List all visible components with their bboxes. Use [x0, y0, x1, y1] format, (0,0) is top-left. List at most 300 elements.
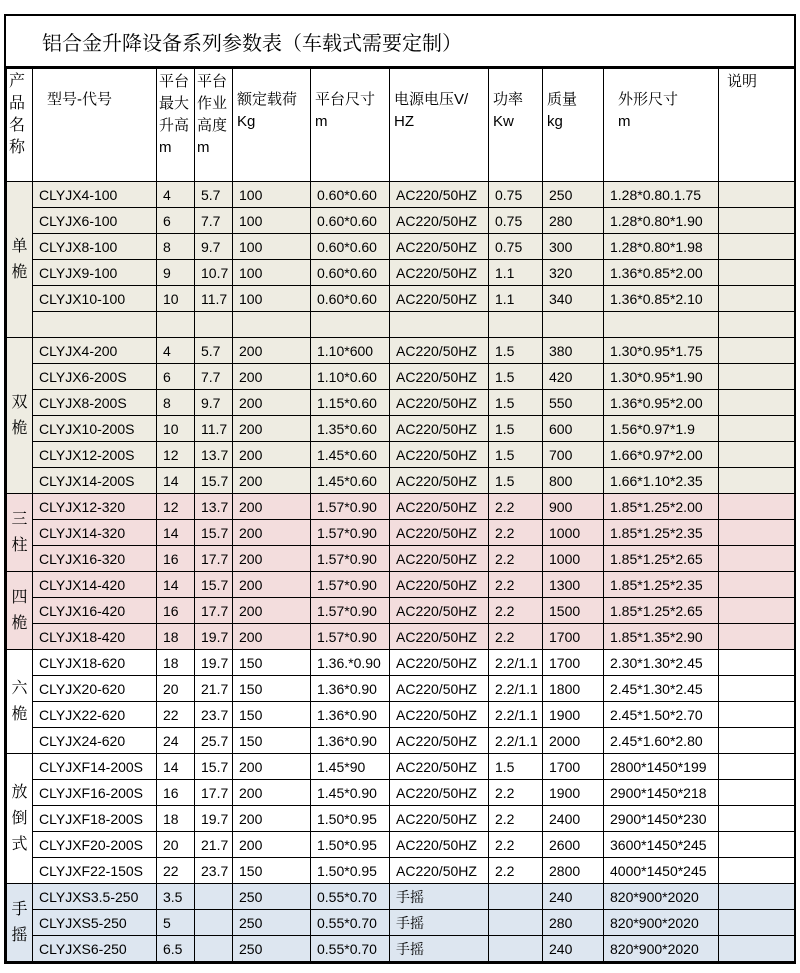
table-row: [7, 468, 795, 494]
table-row: [7, 598, 795, 624]
product-group-label: 单桅: [7, 182, 33, 338]
cell-power: 0.75: [489, 234, 543, 260]
cell-mass: 2800: [543, 858, 604, 884]
header-notes: 说明: [719, 69, 795, 182]
header-model: 型号-代号: [33, 69, 157, 182]
cell-platform-size: 1.57*0.90: [311, 598, 390, 624]
cell-work-height: [195, 312, 233, 338]
cell-dimensions: 1.85*1.25*2.35: [604, 520, 719, 546]
cell-dimensions: 2900*1450*218: [604, 780, 719, 806]
cell-platform-size: 1.57*0.90: [311, 624, 390, 650]
cell-rated-load: 150: [233, 702, 311, 728]
cell-mass: 1000: [543, 546, 604, 572]
cell-work-height: 7.7: [195, 364, 233, 390]
cell-max-height: 4: [157, 338, 195, 364]
cell-rated-load: 200: [233, 338, 311, 364]
cell-platform-size: 0.60*0.60: [311, 208, 390, 234]
cell-rated-load: 250: [233, 936, 311, 962]
cell-power-supply: [390, 312, 489, 338]
header-power-supply: 电源电压V/HZ: [390, 69, 489, 182]
cell-model: CLYJXF22-150S: [33, 858, 157, 884]
cell-max-height: 8: [157, 234, 195, 260]
cell-max-height: 16: [157, 780, 195, 806]
cell-power: 2.2: [489, 572, 543, 598]
cell-rated-load: 100: [233, 234, 311, 260]
cell-power: 1.1: [489, 260, 543, 286]
cell-mass: 250: [543, 182, 604, 208]
cell-rated-load: 200: [233, 494, 311, 520]
cell-model: CLYJX8-100: [33, 234, 157, 260]
cell-notes: [719, 806, 795, 832]
cell-platform-size: 0.55*0.70: [311, 884, 390, 910]
product-group-label: 双桅: [7, 338, 33, 494]
cell-dimensions: 2.45*1.60*2.80: [604, 728, 719, 754]
cell-mass: 1700: [543, 624, 604, 650]
cell-model: CLYJXF14-200S: [33, 754, 157, 780]
cell-rated-load: 250: [233, 884, 311, 910]
cell-model: CLYJX12-200S: [33, 442, 157, 468]
cell-power: 2.2: [489, 624, 543, 650]
cell-notes: [719, 676, 795, 702]
cell-power: 0.75: [489, 208, 543, 234]
cell-work-height: 11.7: [195, 416, 233, 442]
cell-model: CLYJX24-620: [33, 728, 157, 754]
cell-power: 2.2/1.1: [489, 728, 543, 754]
cell-power-supply: AC220/50HZ: [390, 754, 489, 780]
cell-power: 1.5: [489, 442, 543, 468]
cell-power-supply: AC220/50HZ: [390, 442, 489, 468]
cell-mass: 1500: [543, 598, 604, 624]
cell-dimensions: 820*900*2020: [604, 884, 719, 910]
cell-notes: [719, 286, 795, 312]
cell-notes: [719, 208, 795, 234]
table-row: [7, 806, 795, 832]
table-row: [7, 910, 795, 936]
product-group-label: 六桅: [7, 650, 33, 754]
cell-power-supply: AC220/50HZ: [390, 728, 489, 754]
table-row: [7, 676, 795, 702]
cell-dimensions: [604, 312, 719, 338]
cell-max-height: 18: [157, 650, 195, 676]
cell-max-height: 6: [157, 208, 195, 234]
cell-notes: [719, 598, 795, 624]
cell-platform-size: 1.50*0.95: [311, 832, 390, 858]
cell-power: 1.5: [489, 754, 543, 780]
cell-dimensions: 1.56*0.97*1.9: [604, 416, 719, 442]
cell-dimensions: 1.28*0.80.1.75: [604, 182, 719, 208]
cell-mass: 1300: [543, 572, 604, 598]
cell-notes: [719, 780, 795, 806]
cell-power-supply: AC220/50HZ: [390, 390, 489, 416]
table-row: [7, 182, 795, 208]
cell-work-height: [195, 884, 233, 910]
cell-model: CLYJX16-420: [33, 598, 157, 624]
cell-dimensions: 2.45*1.50*2.70: [604, 702, 719, 728]
cell-rated-load: 200: [233, 416, 311, 442]
table-title: 铝合金升降设备系列参数表（车载式需要定制）: [6, 16, 794, 68]
cell-notes: [719, 910, 795, 936]
cell-rated-load: 250: [233, 910, 311, 936]
cell-notes: [719, 754, 795, 780]
cell-work-height: [195, 936, 233, 962]
cell-power-supply: AC220/50HZ: [390, 702, 489, 728]
cell-max-height: 10: [157, 286, 195, 312]
table-row: [7, 338, 795, 364]
cell-power-supply: AC220/50HZ: [390, 416, 489, 442]
product-group-label: 四桅: [7, 572, 33, 650]
cell-platform-size: 1.45*0.90: [311, 780, 390, 806]
cell-power: [489, 312, 543, 338]
cell-rated-load: 100: [233, 182, 311, 208]
cell-rated-load: 150: [233, 676, 311, 702]
cell-max-height: 16: [157, 598, 195, 624]
cell-platform-size: [311, 312, 390, 338]
cell-mass: 900: [543, 494, 604, 520]
table-row: [7, 650, 795, 676]
cell-platform-size: 1.57*0.90: [311, 520, 390, 546]
header-dimensions: 外形尺寸m: [604, 69, 719, 182]
cell-work-height: [195, 910, 233, 936]
cell-mass: 420: [543, 364, 604, 390]
cell-dimensions: 1.30*0.95*1.75: [604, 338, 719, 364]
cell-rated-load: 150: [233, 728, 311, 754]
cell-model: CLYJX12-320: [33, 494, 157, 520]
cell-power: 2.2: [489, 520, 543, 546]
cell-rated-load: 200: [233, 598, 311, 624]
cell-power: 1.1: [489, 286, 543, 312]
header-product-name: 产品名称: [7, 69, 33, 182]
cell-power-supply: AC220/50HZ: [390, 572, 489, 598]
cell-platform-size: 1.57*0.90: [311, 494, 390, 520]
cell-dimensions: 1.85*1.35*2.90: [604, 624, 719, 650]
cell-mass: 1800: [543, 676, 604, 702]
cell-work-height: 9.7: [195, 390, 233, 416]
cell-dimensions: 4000*1450*245: [604, 858, 719, 884]
table-row: [7, 234, 795, 260]
cell-work-height: 9.7: [195, 234, 233, 260]
cell-power: 2.2: [489, 598, 543, 624]
header-rated-load: 额定载荷Kg: [233, 69, 311, 182]
cell-model: CLYJXF18-200S: [33, 806, 157, 832]
cell-model: CLYJX16-320: [33, 546, 157, 572]
cell-platform-size: 1.15*0.60: [311, 390, 390, 416]
cell-mass: 2400: [543, 806, 604, 832]
table-row: [7, 286, 795, 312]
cell-notes: [719, 364, 795, 390]
cell-power-supply: AC220/50HZ: [390, 806, 489, 832]
table-body: [7, 182, 795, 962]
cell-max-height: 14: [157, 754, 195, 780]
cell-work-height: 15.7: [195, 520, 233, 546]
cell-work-height: 17.7: [195, 546, 233, 572]
cell-model: CLYJX10-200S: [33, 416, 157, 442]
table-row: [7, 858, 795, 884]
cell-work-height: 25.7: [195, 728, 233, 754]
cell-notes: [719, 702, 795, 728]
cell-power-supply: AC220/50HZ: [390, 234, 489, 260]
cell-mass: 800: [543, 468, 604, 494]
cell-max-height: 6.5: [157, 936, 195, 962]
cell-rated-load: 100: [233, 286, 311, 312]
table-row: [7, 260, 795, 286]
cell-max-height: 5: [157, 910, 195, 936]
cell-dimensions: 2900*1450*230: [604, 806, 719, 832]
cell-dimensions: 1.66*0.97*2.00: [604, 442, 719, 468]
cell-platform-size: 1.36*0.90: [311, 676, 390, 702]
cell-max-height: 14: [157, 572, 195, 598]
table-row: [7, 754, 795, 780]
cell-work-height: 11.7: [195, 286, 233, 312]
cell-dimensions: 1.85*1.25*2.65: [604, 598, 719, 624]
cell-platform-size: 1.35*0.60: [311, 416, 390, 442]
cell-max-height: 6: [157, 364, 195, 390]
cell-platform-size: 1.10*600: [311, 338, 390, 364]
cell-max-height: 10: [157, 416, 195, 442]
cell-rated-load: 200: [233, 546, 311, 572]
cell-max-height: 22: [157, 858, 195, 884]
cell-notes: [719, 494, 795, 520]
cell-work-height: 21.7: [195, 676, 233, 702]
cell-platform-size: 0.55*0.70: [311, 936, 390, 962]
cell-mass: 700: [543, 442, 604, 468]
cell-model: CLYJX20-620: [33, 676, 157, 702]
cell-power-supply: AC220/50HZ: [390, 832, 489, 858]
cell-rated-load: 200: [233, 442, 311, 468]
cell-max-height: 3.5: [157, 884, 195, 910]
cell-dimensions: 3600*1450*245: [604, 832, 719, 858]
cell-notes: [719, 546, 795, 572]
cell-model: CLYJX14-200S: [33, 468, 157, 494]
cell-model: CLYJX4-100: [33, 182, 157, 208]
cell-notes: [719, 936, 795, 962]
cell-platform-size: 0.60*0.60: [311, 234, 390, 260]
header-power: 功率Kw: [489, 69, 543, 182]
cell-model: CLYJX18-420: [33, 624, 157, 650]
cell-mass: 1000: [543, 520, 604, 546]
cell-model: CLYJXS3.5-250: [33, 884, 157, 910]
cell-model: CLYJXF20-200S: [33, 832, 157, 858]
table-row: [7, 728, 795, 754]
cell-power-supply: AC220/50HZ: [390, 650, 489, 676]
cell-power: 1.5: [489, 468, 543, 494]
cell-work-height: 10.7: [195, 260, 233, 286]
cell-mass: 600: [543, 416, 604, 442]
cell-mass: 240: [543, 884, 604, 910]
cell-model: CLYJX9-100: [33, 260, 157, 286]
cell-mass: 240: [543, 936, 604, 962]
cell-power: [489, 884, 543, 910]
table-row: [7, 364, 795, 390]
table-row: [7, 208, 795, 234]
cell-dimensions: 1.28*0.80*1.90: [604, 208, 719, 234]
cell-work-height: 19.7: [195, 624, 233, 650]
cell-max-height: 22: [157, 702, 195, 728]
cell-power-supply: 手摇: [390, 936, 489, 962]
cell-power-supply: AC220/50HZ: [390, 468, 489, 494]
cell-power: 2.2: [489, 858, 543, 884]
cell-model: CLYJXS5-250: [33, 910, 157, 936]
cell-work-height: 19.7: [195, 806, 233, 832]
cell-rated-load: 200: [233, 572, 311, 598]
table-row: [7, 442, 795, 468]
cell-dimensions: 1.30*0.95*1.90: [604, 364, 719, 390]
header-platform-size: 平台尺寸m: [311, 69, 390, 182]
cell-work-height: 17.7: [195, 598, 233, 624]
cell-notes: [719, 442, 795, 468]
cell-power-supply: AC220/50HZ: [390, 182, 489, 208]
cell-mass: 320: [543, 260, 604, 286]
cell-rated-load: 200: [233, 780, 311, 806]
cell-mass: 1700: [543, 650, 604, 676]
cell-notes: [719, 728, 795, 754]
cell-power-supply: AC220/50HZ: [390, 364, 489, 390]
cell-power-supply: AC220/50HZ: [390, 780, 489, 806]
cell-max-height: 14: [157, 520, 195, 546]
cell-model: CLYJX8-200S: [33, 390, 157, 416]
cell-work-height: 17.7: [195, 780, 233, 806]
header-max-height: 平台最大升高m: [157, 69, 195, 182]
cell-max-height: 4: [157, 182, 195, 208]
spec-table: [6, 68, 795, 962]
table-row: [7, 832, 795, 858]
cell-dimensions: 1.85*1.25*2.35: [604, 572, 719, 598]
cell-power: 2.2/1.1: [489, 702, 543, 728]
cell-notes: [719, 650, 795, 676]
cell-platform-size: 1.36.*0.90: [311, 650, 390, 676]
table-row: [7, 624, 795, 650]
cell-work-height: 21.7: [195, 832, 233, 858]
cell-power-supply: AC220/50HZ: [390, 494, 489, 520]
cell-rated-load: [233, 312, 311, 338]
cell-model: CLYJX10-100: [33, 286, 157, 312]
table-row: [7, 494, 795, 520]
cell-rated-load: 200: [233, 806, 311, 832]
cell-power: 2.2: [489, 806, 543, 832]
cell-power-supply: AC220/50HZ: [390, 624, 489, 650]
header-row: [7, 69, 795, 182]
cell-notes: [719, 338, 795, 364]
product-group-label: 放倒式: [7, 754, 33, 884]
cell-platform-size: 1.45*0.60: [311, 468, 390, 494]
cell-work-height: 23.7: [195, 702, 233, 728]
table-row: [7, 520, 795, 546]
cell-max-height: 24: [157, 728, 195, 754]
table-row: [7, 780, 795, 806]
cell-max-height: [157, 312, 195, 338]
cell-power-supply: AC220/50HZ: [390, 338, 489, 364]
cell-mass: 380: [543, 338, 604, 364]
table-row: [7, 572, 795, 598]
cell-notes: [719, 182, 795, 208]
table-row: [7, 390, 795, 416]
cell-power-supply: AC220/50HZ: [390, 208, 489, 234]
cell-power: 2.2: [489, 494, 543, 520]
cell-work-height: 5.7: [195, 182, 233, 208]
cell-model: CLYJX6-200S: [33, 364, 157, 390]
cell-mass: 280: [543, 208, 604, 234]
cell-max-height: 12: [157, 442, 195, 468]
cell-notes: [719, 520, 795, 546]
cell-power-supply: 手摇: [390, 910, 489, 936]
cell-notes: [719, 858, 795, 884]
cell-notes: [719, 260, 795, 286]
product-group-label: 三柱: [7, 494, 33, 572]
cell-notes: [719, 390, 795, 416]
cell-mass: 300: [543, 234, 604, 260]
cell-power: 1.5: [489, 390, 543, 416]
cell-power: 0.75: [489, 182, 543, 208]
cell-model: CLYJX14-320: [33, 520, 157, 546]
cell-rated-load: 200: [233, 624, 311, 650]
cell-power: [489, 910, 543, 936]
cell-dimensions: 1.28*0.80*1.98: [604, 234, 719, 260]
cell-dimensions: 1.85*1.25*2.00: [604, 494, 719, 520]
cell-work-height: 15.7: [195, 754, 233, 780]
cell-power-supply: AC220/50HZ: [390, 676, 489, 702]
cell-dimensions: 820*900*2020: [604, 910, 719, 936]
cell-max-height: 14: [157, 468, 195, 494]
cell-work-height: 19.7: [195, 650, 233, 676]
cell-mass: 1900: [543, 702, 604, 728]
cell-rated-load: 200: [233, 754, 311, 780]
cell-notes: [719, 832, 795, 858]
table-row: [7, 546, 795, 572]
cell-mass: [543, 312, 604, 338]
cell-max-height: 9: [157, 260, 195, 286]
cell-dimensions: 1.36*0.95*2.00: [604, 390, 719, 416]
cell-max-height: 8: [157, 390, 195, 416]
cell-platform-size: 1.50*0.95: [311, 806, 390, 832]
cell-power-supply: AC220/50HZ: [390, 260, 489, 286]
cell-power: 1.5: [489, 338, 543, 364]
cell-rated-load: 150: [233, 858, 311, 884]
table-row: [7, 312, 795, 338]
cell-work-height: 23.7: [195, 858, 233, 884]
cell-notes: [719, 468, 795, 494]
spec-sheet: [4, 14, 796, 964]
cell-power: 1.5: [489, 364, 543, 390]
cell-work-height: 5.7: [195, 338, 233, 364]
cell-work-height: 13.7: [195, 494, 233, 520]
cell-notes: [719, 312, 795, 338]
cell-power-supply: AC220/50HZ: [390, 598, 489, 624]
cell-rated-load: 200: [233, 364, 311, 390]
cell-model: CLYJX22-620: [33, 702, 157, 728]
cell-model: CLYJX4-200: [33, 338, 157, 364]
cell-notes: [719, 884, 795, 910]
cell-platform-size: 1.57*0.90: [311, 572, 390, 598]
cell-mass: 340: [543, 286, 604, 312]
cell-notes: [719, 572, 795, 598]
cell-power-supply: AC220/50HZ: [390, 286, 489, 312]
cell-platform-size: 1.45*90: [311, 754, 390, 780]
cell-max-height: 20: [157, 832, 195, 858]
cell-dimensions: 2800*1450*199: [604, 754, 719, 780]
cell-mass: 2600: [543, 832, 604, 858]
cell-mass: 2000: [543, 728, 604, 754]
cell-rated-load: 100: [233, 260, 311, 286]
cell-power: 2.2: [489, 780, 543, 806]
cell-power-supply: 手摇: [390, 884, 489, 910]
cell-dimensions: 2.30*1.30*2.45: [604, 650, 719, 676]
cell-notes: [719, 624, 795, 650]
cell-platform-size: 0.60*0.60: [311, 286, 390, 312]
cell-dimensions: 820*900*2020: [604, 936, 719, 962]
cell-power-supply: AC220/50HZ: [390, 520, 489, 546]
cell-work-height: 15.7: [195, 572, 233, 598]
cell-power-supply: AC220/50HZ: [390, 858, 489, 884]
cell-max-height: 20: [157, 676, 195, 702]
